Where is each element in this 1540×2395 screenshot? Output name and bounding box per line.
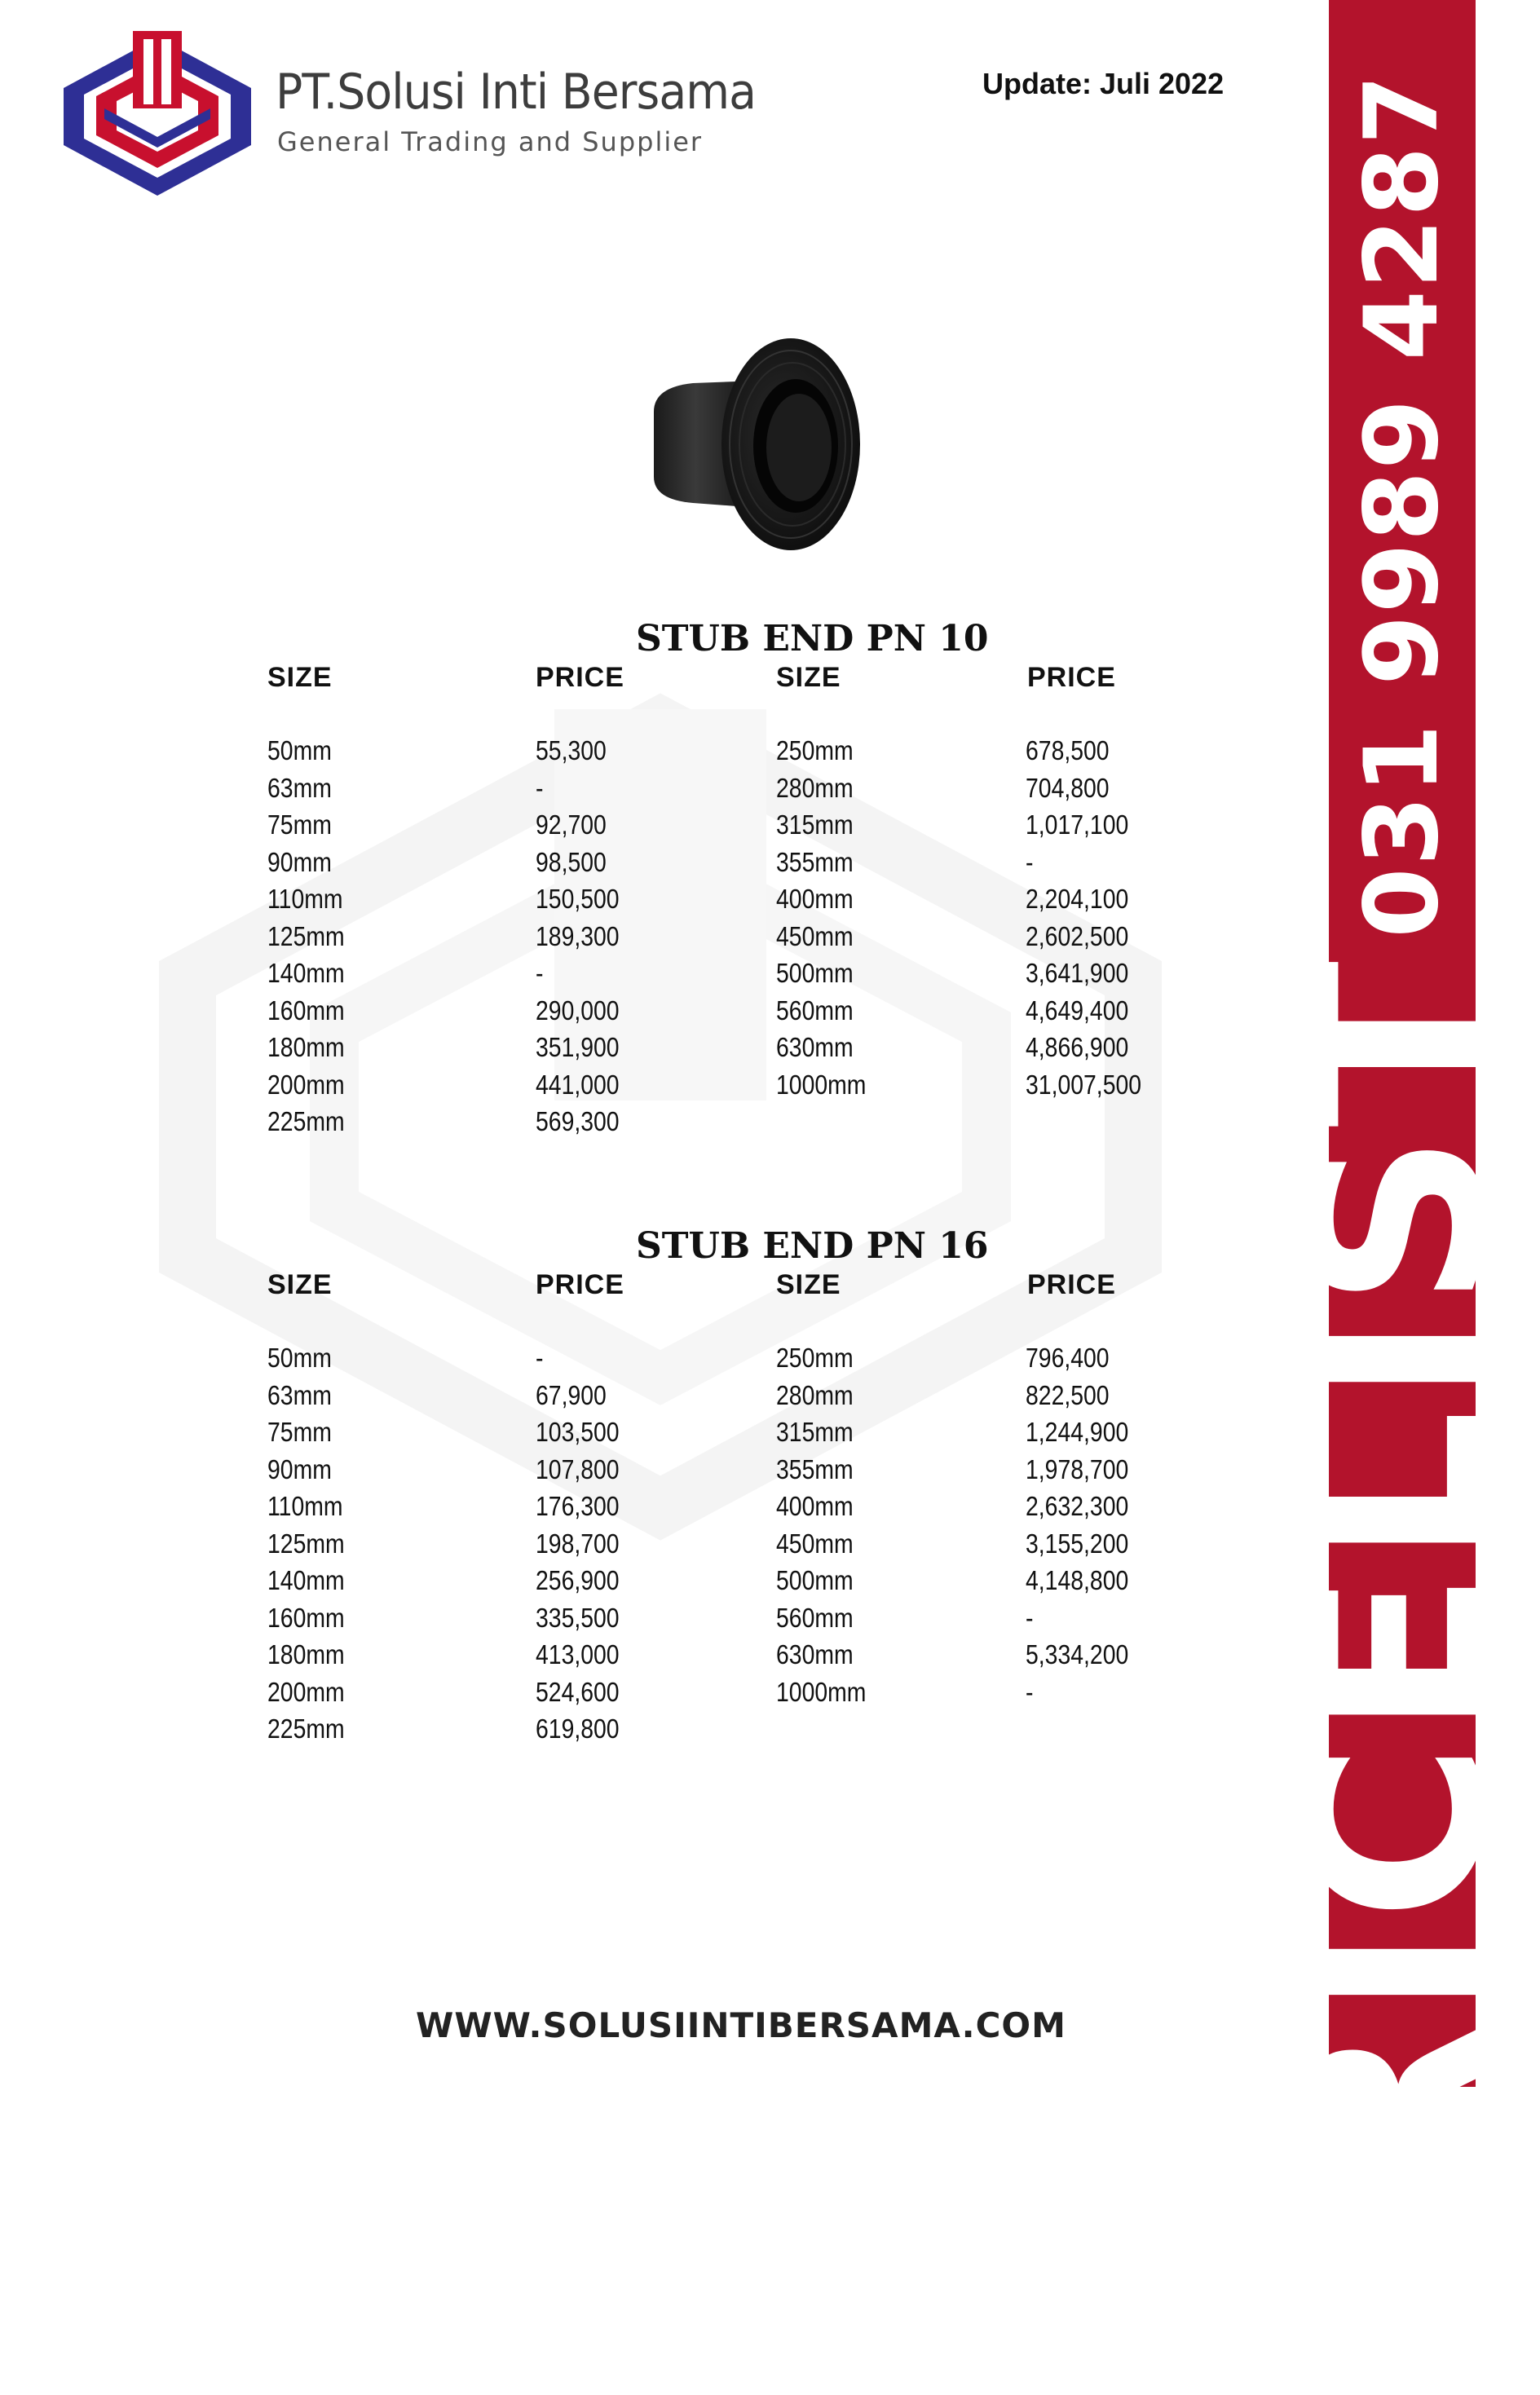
size-cell: 250mm xyxy=(776,1343,854,1373)
size-cell: 280mm xyxy=(776,1379,854,1410)
size-cell: 355mm xyxy=(776,1453,854,1484)
size-cell: 90mm xyxy=(267,1453,332,1484)
size-cell: 160mm xyxy=(267,995,345,1025)
price-cell: 5,334,200 xyxy=(1026,1639,1129,1669)
price-cell: 1,017,100 xyxy=(1026,809,1129,840)
price-cell: 4,649,400 xyxy=(1026,995,1129,1025)
header-price: PRICE xyxy=(1027,1269,1116,1300)
header-size: SIZE xyxy=(267,1269,333,1300)
size-cell: 200mm xyxy=(267,1069,345,1100)
size-cell: 110mm xyxy=(267,884,343,914)
price-cell: 107,800 xyxy=(536,1453,620,1484)
header-price: PRICE xyxy=(536,1269,624,1300)
price-cell: 2,602,500 xyxy=(1026,920,1129,951)
price-cell: 822,500 xyxy=(1026,1379,1110,1410)
price-cell: 67,900 xyxy=(536,1379,607,1410)
size-cell: 50mm xyxy=(267,1343,332,1373)
size-cell: 560mm xyxy=(776,1602,854,1633)
price-cell: 351,900 xyxy=(536,1032,620,1062)
table-title-pn16: STUB END PN 16 xyxy=(636,1225,989,1267)
price-cell: 92,700 xyxy=(536,809,607,840)
price-cell: 619,800 xyxy=(536,1714,620,1744)
size-cell: 280mm xyxy=(776,772,854,803)
price-cell: - xyxy=(536,772,544,803)
price-cell: - xyxy=(1026,1676,1034,1707)
size-cell: 63mm xyxy=(267,1379,332,1410)
size-cell: 315mm xyxy=(776,1417,854,1447)
size-cell: 400mm xyxy=(776,884,854,914)
website-url[interactable]: WWW.SOLUSIINTIBERSAMA.COM xyxy=(416,2005,1066,2045)
price-cell: 1,978,700 xyxy=(1026,1453,1129,1484)
price-cell: 98,500 xyxy=(536,846,607,877)
pricelist-label: PRICELIST xyxy=(1255,955,1540,2395)
size-cell: 225mm xyxy=(267,1714,345,1744)
price-cell: 290,000 xyxy=(536,995,620,1025)
price-cell: - xyxy=(1026,846,1034,877)
header-price: PRICE xyxy=(1027,662,1116,693)
price-cell: 150,500 xyxy=(536,884,620,914)
size-cell: 450mm xyxy=(776,920,854,951)
size-cell: 630mm xyxy=(776,1032,854,1062)
price-cell: 441,000 xyxy=(536,1069,620,1100)
price-cell: 2,632,300 xyxy=(1026,1491,1129,1521)
size-cell: 50mm xyxy=(267,735,332,765)
price-cell: 198,700 xyxy=(536,1528,620,1559)
update-date: Update: Juli 2022 xyxy=(982,67,1224,100)
phone-number: 031 9989 4287 xyxy=(1344,73,1461,938)
price-cell: 569,300 xyxy=(536,1106,620,1136)
table-title-pn10: STUB END PN 10 xyxy=(636,618,989,659)
size-cell: 75mm xyxy=(267,1417,332,1447)
size-cell: 500mm xyxy=(776,1565,854,1595)
price-cell: 3,641,900 xyxy=(1026,958,1129,988)
size-cell: 560mm xyxy=(776,995,854,1025)
price-cell: 3,155,200 xyxy=(1026,1528,1129,1559)
size-cell: 250mm xyxy=(776,735,854,765)
size-cell: 63mm xyxy=(267,772,332,803)
size-cell: 140mm xyxy=(267,958,345,988)
price-cell: 678,500 xyxy=(1026,735,1110,765)
size-cell: 75mm xyxy=(267,809,332,840)
size-cell: 450mm xyxy=(776,1528,854,1559)
price-cell: 4,148,800 xyxy=(1026,1565,1129,1595)
price-cell: 31,007,500 xyxy=(1026,1069,1142,1100)
header-size: SIZE xyxy=(267,662,333,693)
size-cell: 315mm xyxy=(776,809,854,840)
company-logo xyxy=(55,31,259,202)
size-cell: 500mm xyxy=(776,958,854,988)
price-cell: 796,400 xyxy=(1026,1343,1110,1373)
price-cell: 413,000 xyxy=(536,1639,620,1669)
size-cell: 180mm xyxy=(267,1639,345,1669)
price-cell: 335,500 xyxy=(536,1602,620,1633)
header-size: SIZE xyxy=(776,662,841,693)
price-cell: 1,244,900 xyxy=(1026,1417,1129,1447)
price-cell: - xyxy=(1026,1602,1034,1633)
price-cell: - xyxy=(536,958,544,988)
size-cell: 355mm xyxy=(776,846,854,877)
price-cell: 4,866,900 xyxy=(1026,1032,1129,1062)
size-cell: 400mm xyxy=(776,1491,854,1521)
size-cell: 180mm xyxy=(267,1032,345,1062)
size-cell: 90mm xyxy=(267,846,332,877)
size-cell: 160mm xyxy=(267,1602,345,1633)
price-cell: 256,900 xyxy=(536,1565,620,1595)
size-cell: 1000mm xyxy=(776,1069,867,1100)
price-cell: 2,204,100 xyxy=(1026,884,1129,914)
size-cell: 630mm xyxy=(776,1639,854,1669)
header-size: SIZE xyxy=(776,1269,841,1300)
header-price: PRICE xyxy=(536,662,624,693)
company-tagline: General Trading and Supplier xyxy=(277,126,704,157)
size-cell: 140mm xyxy=(267,1565,345,1595)
price-cell: 103,500 xyxy=(536,1417,620,1447)
company-name: PT.Solusi Inti Bersama xyxy=(276,64,757,121)
price-cell: 176,300 xyxy=(536,1491,620,1521)
price-cell: 189,300 xyxy=(536,920,620,951)
size-cell: 110mm xyxy=(267,1491,343,1521)
size-cell: 1000mm xyxy=(776,1676,867,1707)
size-cell: 200mm xyxy=(267,1676,345,1707)
price-cell: 524,600 xyxy=(536,1676,620,1707)
price-cell: - xyxy=(536,1343,544,1373)
price-cell: 55,300 xyxy=(536,735,607,765)
side-band xyxy=(1255,0,1540,2395)
size-cell: 125mm xyxy=(267,1528,345,1559)
size-cell: 125mm xyxy=(267,920,345,951)
stub-end-fitting-icon xyxy=(636,322,864,567)
size-cell: 225mm xyxy=(267,1106,345,1136)
price-cell: 704,800 xyxy=(1026,772,1110,803)
